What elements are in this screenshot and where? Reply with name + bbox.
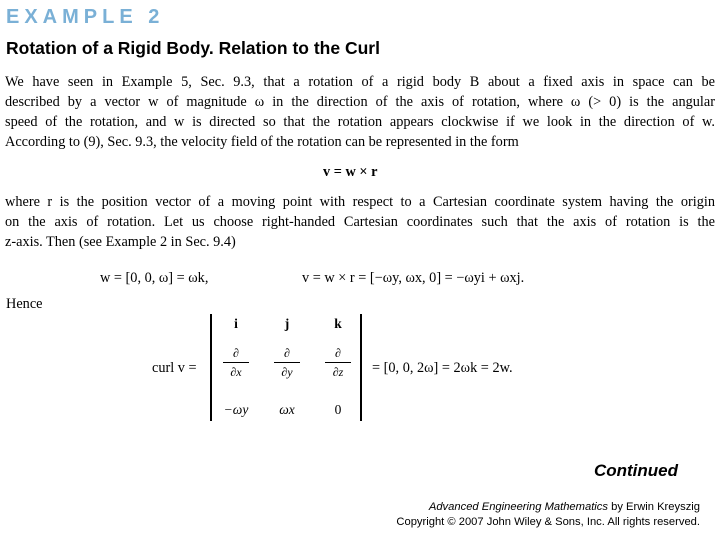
book-author: by Erwin Kreyszig [607,501,700,513]
omega-vector-equation: w = [0, 0, ω] = ωk, [100,270,209,286]
footer-copyright: Copyright © 2007 John Wiley & Sons, Inc. All rights reserved. [396,516,700,528]
continued-label: Continued [593,461,678,480]
paragraph-line: z-axis. Then (see Example 2 in Sec. 9.4) [5,234,236,250]
footer-credit [396,500,700,530]
partial-den: ∂x [230,365,242,379]
section-title: Rotation of a Rigid Body. Relation to the Curl [6,38,380,58]
det-cell-v3: 0 [334,402,342,417]
partial-num: ∂ [233,346,239,360]
paragraph-line: speed of the rotation, and w is directed so that the rotation appears clockwise if we look in the direction of w. [5,114,715,130]
partial-den: ∂y [281,365,293,379]
example-label: EXAMPLE 2 [6,6,165,28]
velocity-equation: v = w × r [323,164,378,180]
velocity-components-equation: v = w × r = [−ωy, ωx, 0] = −ωyi + ωxj. [302,270,525,286]
partial-z-fraction [318,346,358,379]
det-cell-v2: ωx [279,402,295,417]
partial-x-fraction [216,346,256,379]
partial-y-fraction [267,346,307,379]
book-title: Advanced Engineering Mathematics [428,501,608,513]
det-cell-j: j [284,316,290,331]
paragraph-line: According to (9), Sec. 9.3, the velocity field of the rotation can be represented in the form [5,134,519,150]
hence-label: Hence [6,296,43,312]
det-cell-v1: −ωy [223,402,249,417]
determinant-right-bar [360,314,362,421]
footer-book-line [396,500,700,515]
curl-lhs: curl v = [152,360,197,376]
determinant-left-bar [210,314,212,421]
partial-num: ∂ [284,346,290,360]
paragraph-2 [5,192,715,252]
curl-rhs: = [0, 0, 2ω] = 2ωk = 2w. [372,360,513,376]
det-cell-i: i [234,316,238,331]
paragraph-line: described by a vector w of magnitude ω in the direction of the axis of rotation, where ω (> 0) is the angular [5,94,715,110]
partial-den: ∂z [332,365,344,379]
paragraph-line: on the axis of rotation. Let us choose right-handed Cartesian coordinates such that the axis of rotation is the [5,214,715,230]
paragraph-1 [5,72,715,152]
curl-determinant [210,314,362,421]
partial-num: ∂ [335,346,341,360]
det-cell-k: k [334,316,342,331]
paragraph-line: where r is the position vector of a moving point with respect to a Cartesian coordinate system having the origin [5,194,715,210]
paragraph-line: We have seen in Example 5, Sec. 9.3, that a rotation of a rigid body B about a fixed axis in space can be [5,74,715,90]
